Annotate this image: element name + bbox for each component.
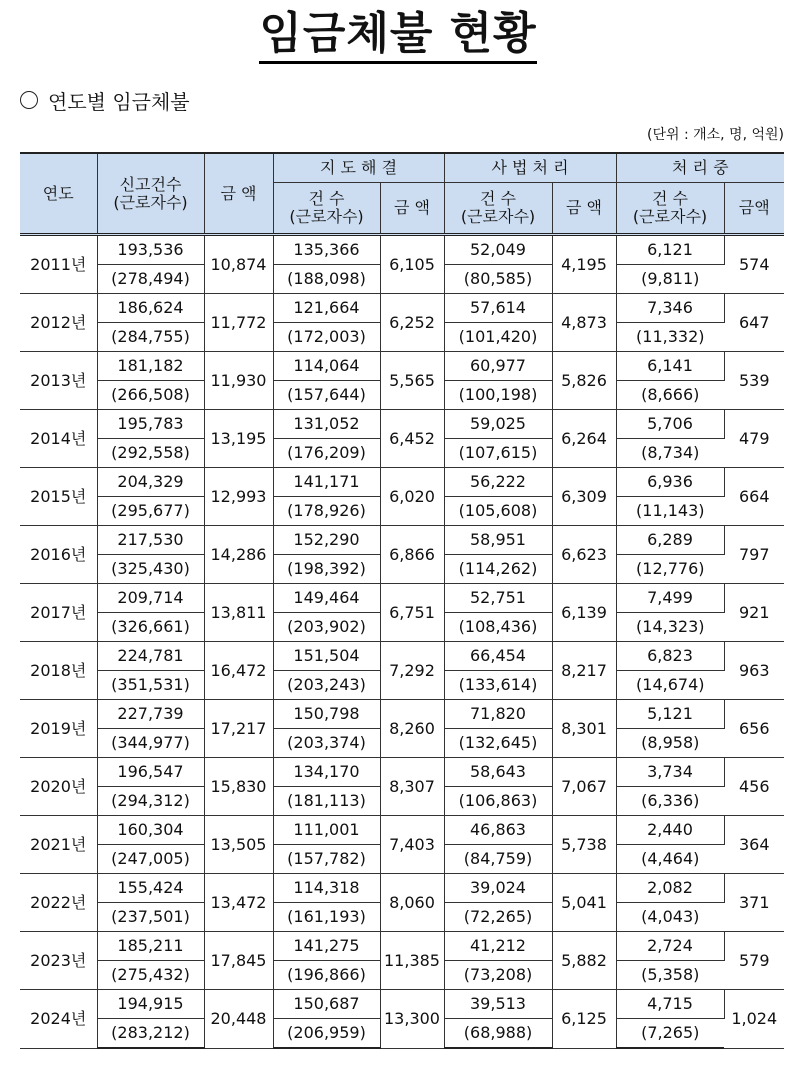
processing-count-cell: 6,121 <box>616 235 724 265</box>
judicial-amount-cell: 6,264 <box>552 410 616 468</box>
guidance-workers-cell: (178,926) <box>273 497 380 526</box>
reported-workers-cell: (283,212) <box>97 1019 204 1049</box>
reported-workers-cell: (275,432) <box>97 961 204 990</box>
judicial-amount-cell: 6,125 <box>552 990 616 1049</box>
reported-workers-cell: (237,501) <box>97 903 204 932</box>
guidance-count-cell: 150,798 <box>273 700 380 729</box>
table-row <box>20 294 784 323</box>
judicial-workers-cell: (106,863) <box>444 787 552 816</box>
judicial-amount-cell: 6,309 <box>552 468 616 526</box>
table-row <box>20 584 784 613</box>
guidance-amount-cell: 11,385 <box>380 932 444 990</box>
header-processing: 처 리 중 <box>616 153 784 183</box>
judicial-amount-cell: 8,217 <box>552 642 616 700</box>
guidance-count-cell: 121,664 <box>273 294 380 323</box>
guidance-amount-cell: 7,403 <box>380 816 444 874</box>
header-processing-cases: 건 수 (근로자수) <box>616 183 724 235</box>
processing-amount-cell: 963 <box>724 642 784 700</box>
processing-workers-cell: (4,043) <box>616 903 724 932</box>
processing-amount-cell: 371 <box>724 874 784 932</box>
guidance-workers-cell: (176,209) <box>273 439 380 468</box>
reported-count-cell: 196,547 <box>97 758 204 787</box>
amount-cell: 20,448 <box>204 990 273 1049</box>
year-cell: 2018년 <box>20 642 97 700</box>
guidance-workers-cell: (203,374) <box>273 729 380 758</box>
processing-count-cell: 7,346 <box>616 294 724 323</box>
amount-cell: 16,472 <box>204 642 273 700</box>
judicial-amount-cell: 6,139 <box>552 584 616 642</box>
table-row <box>20 526 784 555</box>
reported-count-cell: 193,536 <box>97 235 204 265</box>
processing-workers-cell: (6,336) <box>616 787 724 816</box>
year-cell: 2016년 <box>20 526 97 584</box>
judicial-amount-cell: 4,873 <box>552 294 616 352</box>
guidance-workers-cell: (161,193) <box>273 903 380 932</box>
amount-cell: 13,811 <box>204 584 273 642</box>
guidance-count-cell: 134,170 <box>273 758 380 787</box>
judicial-workers-cell: (107,615) <box>444 439 552 468</box>
header-reported: 신고건수 (근로자수) <box>97 153 204 235</box>
header-amount: 금 액 <box>204 153 273 235</box>
processing-count-cell: 6,936 <box>616 468 724 497</box>
judicial-amount-cell: 6,623 <box>552 526 616 584</box>
judicial-count-cell: 41,212 <box>444 932 552 961</box>
table-row <box>20 990 784 1019</box>
reported-count-cell: 204,329 <box>97 468 204 497</box>
processing-amount-cell: 921 <box>724 584 784 642</box>
guidance-count-cell: 114,318 <box>273 874 380 903</box>
guidance-amount-cell: 5,565 <box>380 352 444 410</box>
table-row <box>20 410 784 439</box>
reported-count-cell: 155,424 <box>97 874 204 903</box>
judicial-amount-cell: 7,067 <box>552 758 616 816</box>
processing-amount-cell: 539 <box>724 352 784 410</box>
reported-count-cell: 227,739 <box>97 700 204 729</box>
judicial-count-cell: 57,614 <box>444 294 552 323</box>
reported-count-cell: 194,915 <box>97 990 204 1019</box>
reported-count-cell: 160,304 <box>97 816 204 845</box>
guidance-count-cell: 135,366 <box>273 235 380 265</box>
amount-cell: 14,286 <box>204 526 273 584</box>
processing-count-cell: 5,706 <box>616 410 724 439</box>
table-row <box>20 932 784 961</box>
guidance-amount-cell: 13,300 <box>380 990 444 1049</box>
reported-workers-cell: (326,661) <box>97 613 204 642</box>
processing-amount-cell: 797 <box>724 526 784 584</box>
processing-count-cell: 6,141 <box>616 352 724 381</box>
reported-workers-cell: (294,312) <box>97 787 204 816</box>
guidance-count-cell: 141,275 <box>273 932 380 961</box>
judicial-workers-cell: (80,585) <box>444 265 552 294</box>
table-row <box>20 816 784 845</box>
guidance-amount-cell: 6,751 <box>380 584 444 642</box>
processing-count-cell: 2,082 <box>616 874 724 903</box>
year-cell: 2019년 <box>20 700 97 758</box>
judicial-workers-cell: (84,759) <box>444 845 552 874</box>
judicial-count-cell: 58,951 <box>444 526 552 555</box>
wage-arrears-table <box>20 152 784 1049</box>
reported-count-cell: 209,714 <box>97 584 204 613</box>
table-row <box>20 642 784 671</box>
amount-cell: 15,830 <box>204 758 273 816</box>
judicial-workers-cell: (68,988) <box>444 1019 552 1049</box>
header-guidance-amount: 금 액 <box>380 183 444 235</box>
amount-cell: 13,472 <box>204 874 273 932</box>
year-cell: 2024년 <box>20 990 97 1049</box>
table-row <box>20 352 784 381</box>
processing-workers-cell: (5,358) <box>616 961 724 990</box>
reported-count-cell: 195,783 <box>97 410 204 439</box>
judicial-amount-cell: 8,301 <box>552 700 616 758</box>
processing-workers-cell: (14,323) <box>616 613 724 642</box>
guidance-amount-cell: 6,252 <box>380 294 444 352</box>
guidance-amount-cell: 6,020 <box>380 468 444 526</box>
guidance-workers-cell: (196,866) <box>273 961 380 990</box>
processing-count-cell: 5,121 <box>616 700 724 729</box>
judicial-count-cell: 39,513 <box>444 990 552 1019</box>
guidance-amount-cell: 8,260 <box>380 700 444 758</box>
guidance-count-cell: 150,687 <box>273 990 380 1019</box>
processing-amount-cell: 656 <box>724 700 784 758</box>
header-year: 연도 <box>20 153 97 235</box>
table-row <box>20 874 784 903</box>
judicial-workers-cell: (133,614) <box>444 671 552 700</box>
judicial-count-cell: 52,049 <box>444 235 552 265</box>
judicial-amount-cell: 5,882 <box>552 932 616 990</box>
year-cell: 2023년 <box>20 932 97 990</box>
processing-count-cell: 3,734 <box>616 758 724 787</box>
reported-count-cell: 185,211 <box>97 932 204 961</box>
reported-workers-cell: (295,677) <box>97 497 204 526</box>
processing-count-cell: 6,823 <box>616 642 724 671</box>
header-judicial-amount: 금 액 <box>552 183 616 235</box>
guidance-count-cell: 151,504 <box>273 642 380 671</box>
guidance-amount-cell: 7,292 <box>380 642 444 700</box>
guidance-amount-cell: 6,452 <box>380 410 444 468</box>
year-cell: 2014년 <box>20 410 97 468</box>
processing-amount-cell: 1,024 <box>724 990 784 1049</box>
processing-amount-cell: 456 <box>724 758 784 816</box>
processing-count-cell: 7,499 <box>616 584 724 613</box>
year-cell: 2012년 <box>20 294 97 352</box>
processing-workers-cell: (8,958) <box>616 729 724 758</box>
guidance-amount-cell: 8,307 <box>380 758 444 816</box>
judicial-workers-cell: (108,436) <box>444 613 552 642</box>
guidance-amount-cell: 8,060 <box>380 874 444 932</box>
guidance-workers-cell: (172,003) <box>273 323 380 352</box>
amount-cell: 13,195 <box>204 410 273 468</box>
table-row <box>20 235 784 265</box>
processing-amount-cell: 479 <box>724 410 784 468</box>
reported-workers-cell: (344,977) <box>97 729 204 758</box>
judicial-count-cell: 52,751 <box>444 584 552 613</box>
judicial-count-cell: 39,024 <box>444 874 552 903</box>
circle-bullet-icon <box>20 91 38 109</box>
judicial-count-cell: 46,863 <box>444 816 552 845</box>
reported-workers-cell: (351,531) <box>97 671 204 700</box>
amount-cell: 11,930 <box>204 352 273 410</box>
processing-workers-cell: (4,464) <box>616 845 724 874</box>
guidance-count-cell: 131,052 <box>273 410 380 439</box>
processing-count-cell: 6,289 <box>616 526 724 555</box>
judicial-workers-cell: (105,608) <box>444 497 552 526</box>
processing-workers-cell: (14,674) <box>616 671 724 700</box>
header-judicial: 사 법 처 리 <box>444 153 616 183</box>
amount-cell: 11,772 <box>204 294 273 352</box>
guidance-count-cell: 149,464 <box>273 584 380 613</box>
processing-amount-cell: 647 <box>724 294 784 352</box>
guidance-workers-cell: (206,959) <box>273 1019 380 1049</box>
guidance-workers-cell: (188,098) <box>273 265 380 294</box>
reported-workers-cell: (247,005) <box>97 845 204 874</box>
guidance-workers-cell: (198,392) <box>273 555 380 584</box>
judicial-amount-cell: 4,195 <box>552 235 616 294</box>
year-cell: 2013년 <box>20 352 97 410</box>
header-judicial-cases: 건 수 (근로자수) <box>444 183 552 235</box>
judicial-count-cell: 56,222 <box>444 468 552 497</box>
processing-workers-cell: (8,734) <box>616 439 724 468</box>
section-heading <box>20 86 190 114</box>
amount-cell: 10,874 <box>204 235 273 294</box>
judicial-workers-cell: (100,198) <box>444 381 552 410</box>
processing-workers-cell: (7,265) <box>616 1019 724 1049</box>
reported-workers-cell: (284,755) <box>97 323 204 352</box>
processing-workers-cell: (11,143) <box>616 497 724 526</box>
section-heading-text: 연도별 임금체불 <box>48 89 190 114</box>
reported-workers-cell: (325,430) <box>97 555 204 584</box>
judicial-count-cell: 71,820 <box>444 700 552 729</box>
year-cell: 2015년 <box>20 468 97 526</box>
processing-workers-cell: (12,776) <box>616 555 724 584</box>
year-cell: 2017년 <box>20 584 97 642</box>
processing-workers-cell: (9,811) <box>616 265 724 294</box>
reported-workers-cell: (292,558) <box>97 439 204 468</box>
processing-amount-cell: 574 <box>724 235 784 294</box>
judicial-workers-cell: (132,645) <box>444 729 552 758</box>
judicial-count-cell: 60,977 <box>444 352 552 381</box>
amount-cell: 12,993 <box>204 468 273 526</box>
judicial-count-cell: 58,643 <box>444 758 552 787</box>
judicial-amount-cell: 5,041 <box>552 874 616 932</box>
guidance-count-cell: 141,171 <box>273 468 380 497</box>
judicial-amount-cell: 5,738 <box>552 816 616 874</box>
year-cell: 2011년 <box>20 235 97 294</box>
guidance-workers-cell: (157,782) <box>273 845 380 874</box>
amount-cell: 17,845 <box>204 932 273 990</box>
processing-amount-cell: 664 <box>724 468 784 526</box>
page-title: 임금체불 현황 <box>0 2 796 66</box>
judicial-count-cell: 59,025 <box>444 410 552 439</box>
amount-cell: 17,217 <box>204 700 273 758</box>
reported-workers-cell: (266,508) <box>97 381 204 410</box>
reported-workers-cell: (278,494) <box>97 265 204 294</box>
judicial-workers-cell: (72,265) <box>444 903 552 932</box>
guidance-workers-cell: (203,243) <box>273 671 380 700</box>
processing-workers-cell: (8,666) <box>616 381 724 410</box>
processing-count-cell: 4,715 <box>616 990 724 1019</box>
guidance-amount-cell: 6,105 <box>380 235 444 294</box>
unit-note: (단위 : 개소, 명, 억원) <box>646 127 784 143</box>
guidance-workers-cell: (157,644) <box>273 381 380 410</box>
processing-count-cell: 2,440 <box>616 816 724 845</box>
header-processing-amount: 금액 <box>724 183 784 235</box>
header-guidance: 지 도 해 결 <box>273 153 444 183</box>
judicial-amount-cell: 5,826 <box>552 352 616 410</box>
reported-count-cell: 181,182 <box>97 352 204 381</box>
amount-cell: 13,505 <box>204 816 273 874</box>
processing-amount-cell: 364 <box>724 816 784 874</box>
reported-count-cell: 217,530 <box>97 526 204 555</box>
judicial-workers-cell: (73,208) <box>444 961 552 990</box>
guidance-count-cell: 111,001 <box>273 816 380 845</box>
guidance-count-cell: 152,290 <box>273 526 380 555</box>
table-row <box>20 700 784 729</box>
guidance-count-cell: 114,064 <box>273 352 380 381</box>
year-cell: 2022년 <box>20 874 97 932</box>
table-row <box>20 758 784 787</box>
reported-count-cell: 186,624 <box>97 294 204 323</box>
guidance-amount-cell: 6,866 <box>380 526 444 584</box>
reported-count-cell: 224,781 <box>97 642 204 671</box>
processing-workers-cell: (11,332) <box>616 323 724 352</box>
processing-amount-cell: 579 <box>724 932 784 990</box>
table-row <box>20 468 784 497</box>
judicial-workers-cell: (101,420) <box>444 323 552 352</box>
guidance-workers-cell: (203,902) <box>273 613 380 642</box>
processing-count-cell: 2,724 <box>616 932 724 961</box>
year-cell: 2021년 <box>20 816 97 874</box>
year-cell: 2020년 <box>20 758 97 816</box>
judicial-count-cell: 66,454 <box>444 642 552 671</box>
header-guidance-cases: 건 수 (근로자수) <box>273 183 380 235</box>
guidance-workers-cell: (181,113) <box>273 787 380 816</box>
judicial-workers-cell: (114,262) <box>444 555 552 584</box>
